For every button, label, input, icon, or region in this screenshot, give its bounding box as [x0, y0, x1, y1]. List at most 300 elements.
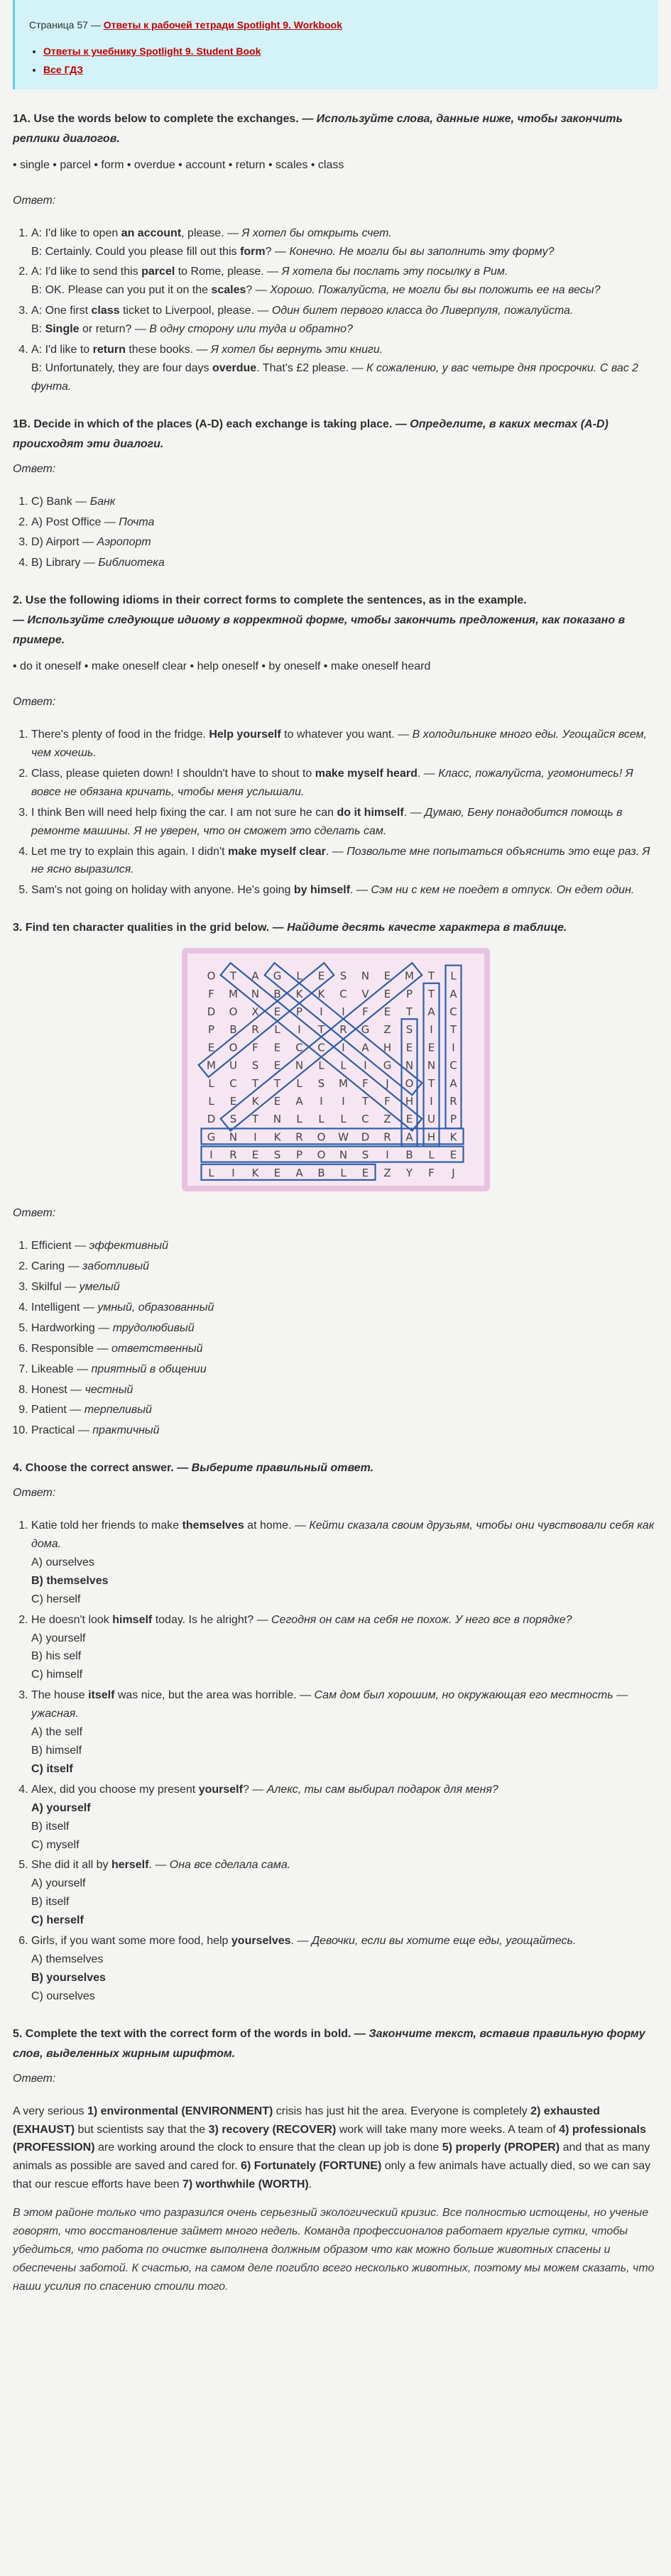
- grid-letter: U: [229, 1059, 237, 1072]
- grid-letter: E: [405, 1113, 413, 1126]
- grid-letter: E: [405, 1041, 413, 1054]
- answer-word: herself: [111, 1859, 149, 1872]
- sentence-text: . That's £2 please. —: [256, 361, 367, 374]
- grid-letter: O: [229, 1041, 237, 1054]
- sentence-text: at home. —: [244, 1519, 310, 1532]
- idiom-item: [31, 881, 658, 900]
- sentence-text: ticket to Liverpool, please. —: [119, 305, 272, 317]
- ex1b-title-en: 1B. Decide in which of the places (A-D) each exchange is taking place. —: [13, 417, 407, 430]
- ex1b-title-ru: Определите, в каких местах (A-D) происходят эти диалоги.: [13, 417, 609, 450]
- quality-ru: трудолюбивый: [112, 1321, 195, 1334]
- exchange-item: [31, 224, 658, 261]
- grid-letter: T: [427, 988, 435, 1001]
- grid-letter: I: [363, 1059, 367, 1072]
- translation: Думаю, Бену понадобится помощь в ремонте машины. Я не уверен, что он сможет это сделать сам.: [31, 806, 623, 837]
- grid-letter: F: [361, 1077, 369, 1091]
- grid-letter: D: [361, 1130, 369, 1144]
- place-en: B) Library —: [31, 557, 99, 569]
- option: B) itself: [31, 1896, 70, 1909]
- grid-letter: K: [251, 1167, 258, 1180]
- option: B) his self: [31, 1650, 82, 1663]
- answer-word: Single: [45, 323, 80, 336]
- grid-letter: H: [383, 1041, 391, 1054]
- filled-word: 6) Fortunately (FORTUNE): [241, 2160, 382, 2173]
- grid-letter: E: [273, 1167, 280, 1180]
- grid-letter: L: [273, 1023, 280, 1037]
- sentence-text: or return? —: [79, 323, 150, 336]
- sentence-text: He doesn't look: [31, 1613, 113, 1626]
- ex5-title-en: 5. Complete the text with the correct form of the words in bold. —: [13, 2027, 366, 2040]
- grid-letter: C: [361, 1113, 369, 1126]
- translation: В холодильнике много еды. Угощайся всем, чем хочешь.: [31, 728, 647, 759]
- ex3-answers: [13, 1237, 658, 1440]
- quality-item: [31, 1278, 658, 1297]
- ex2-title-en: 2. Use the following idioms in their correct forms to complete the sentences, as in the example.: [13, 594, 527, 607]
- sentence-text: ? —: [242, 1783, 267, 1796]
- correct-option: A) yourself: [31, 1801, 91, 1814]
- sentence-text: There's plenty of food in the fridge.: [31, 728, 209, 741]
- choice-item: [31, 1611, 658, 1685]
- sentence-text: was nice, but the area was horrible. —: [114, 1689, 315, 1702]
- grid-letter: P: [295, 1148, 302, 1162]
- grid-letter: E: [449, 1148, 457, 1162]
- grid-letter: T: [427, 1077, 435, 1091]
- sentence-text: She did it all by: [31, 1859, 111, 1872]
- grid-letter: E: [317, 969, 324, 983]
- sentence-text: to whatever you want. —: [280, 728, 413, 741]
- quality-item: [31, 1257, 658, 1276]
- sentence-text: Class, please quieten down! I shouldn't have to shout to: [31, 767, 315, 780]
- grid-letter: K: [251, 1095, 258, 1108]
- ex1a-title-ru: Используйте слова, данные ниже, чтобы закончить реплики диалогов.: [13, 112, 623, 145]
- grid-letter: F: [383, 1095, 391, 1108]
- sentence-text: . —: [350, 884, 371, 897]
- workbook-link[interactable]: Ответы к рабочей тетради Spotlight 9. Workbook: [103, 19, 342, 31]
- essay-text: work will take many more weeks. A team of: [336, 2123, 560, 2136]
- grid-letter: I: [429, 1095, 433, 1108]
- grid-letter: Z: [383, 1023, 391, 1037]
- grid-letter: Z: [383, 1113, 391, 1126]
- grid-letter: S: [405, 1023, 413, 1037]
- answer-word: overdue: [212, 361, 257, 374]
- answer-label: Ответ:: [13, 2072, 56, 2085]
- ex2-answers: [13, 726, 658, 900]
- grid-letter: O: [317, 1148, 325, 1162]
- grid-letter: K: [317, 988, 324, 1001]
- quality-en: Likeable —: [31, 1363, 92, 1375]
- question: [31, 1686, 658, 1723]
- place-en: D) Airport —: [31, 536, 97, 549]
- grid-letter: I: [429, 1023, 433, 1037]
- ex2-title: [13, 591, 658, 650]
- grid-letter: Z: [383, 1167, 391, 1180]
- quality-ru: терпеливый: [84, 1404, 152, 1417]
- grid-letter: T: [449, 1023, 457, 1037]
- idiom-item: [31, 804, 658, 841]
- sentence-text: Let me try to explain this again. I didn't: [31, 845, 228, 858]
- filled-word: 5) properly (PROPER): [442, 2141, 560, 2154]
- page-reference: [29, 16, 644, 35]
- answer-label: Ответ:: [13, 194, 56, 207]
- grid-letter: E: [383, 988, 391, 1001]
- essay-text: .: [308, 2178, 312, 2191]
- question: [31, 1932, 658, 1950]
- page-prefix: Страница 57 —: [29, 19, 104, 31]
- option: A) the self: [31, 1726, 83, 1739]
- grid-letter: I: [319, 1095, 323, 1108]
- exchange-item: [31, 302, 658, 339]
- grid-letter: L: [207, 1167, 214, 1180]
- correct-option: B) yourselves: [31, 1971, 106, 1984]
- grid-letter: F: [207, 988, 214, 1001]
- grid-letter: W: [337, 1130, 349, 1144]
- grid-letter: G: [361, 1023, 369, 1037]
- grid-letter: C: [229, 1077, 237, 1091]
- grid-letter: C: [449, 1005, 457, 1019]
- grid-letter: T: [317, 1023, 324, 1037]
- ex1a-title: [13, 109, 658, 149]
- grid-letter: N: [229, 1130, 237, 1144]
- essay-text: A very serious: [13, 2105, 87, 2117]
- grid-letter: E: [251, 1148, 258, 1162]
- sentence-text: ? —: [265, 245, 290, 258]
- quality-ru: честный: [84, 1383, 133, 1396]
- correct-option: B) themselves: [31, 1574, 109, 1587]
- grid-letter: F: [361, 1005, 369, 1019]
- answer-word: make myself clear: [227, 845, 326, 858]
- answer-word: return: [92, 344, 126, 356]
- grid-letter: T: [251, 1113, 258, 1126]
- sentence-text: . —: [325, 845, 347, 858]
- ex5-title: [13, 2024, 658, 2064]
- student-book-link[interactable]: Ответы к учебнику Spotlight 9. Student Book: [43, 45, 261, 57]
- grid-letter: J: [451, 1167, 455, 1180]
- sentence-text: ? —: [246, 284, 271, 297]
- grid-letter: B: [273, 988, 281, 1001]
- essay-text: but scientists say that the: [75, 2123, 209, 2136]
- related-link-item: [43, 60, 644, 80]
- sentence-text: . —: [148, 1859, 170, 1872]
- place-ru: Библиотека: [98, 557, 165, 569]
- grid-letter: M: [404, 969, 414, 983]
- ex1b-title: [13, 415, 658, 454]
- place-en: C) Bank —: [31, 495, 90, 508]
- grid-letter: I: [209, 1148, 213, 1162]
- answer-word: scales: [211, 284, 246, 297]
- option: B) himself: [31, 1745, 82, 1757]
- grid-letter: I: [253, 1130, 257, 1144]
- quality-ru: заботливый: [82, 1260, 150, 1273]
- translation: Девочки, если вы хотите еще еды, угощайтесь.: [311, 1935, 577, 1948]
- grid-letter: E: [273, 1059, 280, 1072]
- word-search-puzzle: [182, 948, 490, 1191]
- sentence-text: today. Is he alright? —: [152, 1613, 272, 1626]
- option: B) itself: [31, 1820, 70, 1833]
- quality-en: Practical —: [31, 1424, 93, 1437]
- highlight-likeable: [201, 1164, 375, 1180]
- grid-letter: L: [339, 1167, 347, 1180]
- grid-letter: N: [361, 969, 369, 983]
- grid-letter: F: [427, 1167, 435, 1180]
- grid-letter: I: [385, 1148, 389, 1162]
- essay-text: are working around the clock to ensure that the clean up job is done: [94, 2141, 442, 2154]
- idiom-item: [31, 843, 658, 880]
- grid-letter: I: [341, 1005, 345, 1019]
- answer-label: Ответ:: [13, 462, 56, 475]
- grid-letter: N: [339, 1148, 347, 1162]
- question: [31, 1517, 658, 1554]
- ex3-title-en: 3. Find ten character qualities in the grid below. —: [13, 922, 284, 934]
- word-search-wrap: [13, 948, 658, 1191]
- quality-ru: практичный: [92, 1424, 160, 1437]
- grid-letter: J: [385, 1077, 389, 1091]
- grid-letter: I: [451, 1041, 455, 1054]
- ex4-answers: [13, 1517, 658, 2006]
- grid-letter: X: [251, 1005, 259, 1019]
- highlight-responsible: [201, 1147, 463, 1162]
- grid-letter: I: [341, 1041, 345, 1054]
- grid-letter: Y: [405, 1167, 413, 1180]
- grid-letter: L: [207, 1077, 214, 1091]
- line-b: [31, 243, 658, 261]
- grid-letter: E: [229, 1095, 236, 1108]
- essay-text: only a few animals have actually died, so we can say that our rescue efforts have been: [13, 2160, 651, 2191]
- sentence-text: Alex, did you choose my present: [31, 1783, 199, 1796]
- sentence-text: to Rome, please. —: [175, 266, 282, 278]
- grid-letter: I: [341, 1095, 345, 1108]
- line-a: [31, 263, 658, 281]
- line-a: [31, 224, 658, 243]
- ex5-title-ru: Закончите текст, вставив правильную форму слов, выделенных жирным шрифтом.: [13, 2027, 645, 2060]
- grid-letter: I: [231, 1167, 235, 1180]
- question: [31, 1781, 658, 1799]
- choice-item: [31, 1686, 658, 1779]
- line-a: [31, 302, 658, 320]
- grid-letter: R: [229, 1148, 237, 1162]
- sentence-text: these books. —: [125, 344, 211, 356]
- sentence-text: B: Certainly. Could you please fill out this: [31, 245, 241, 258]
- translation: Я хотел бы вернуть эти книги.: [210, 344, 383, 356]
- quality-en: Skilful —: [31, 1280, 80, 1293]
- sentence-text: B: OK. Please can you put it on the: [31, 284, 212, 297]
- sentence-text: A: I'd like to open: [31, 227, 121, 239]
- correct-option: C) itself: [31, 1762, 73, 1775]
- grid-letter: A: [361, 1041, 369, 1054]
- grid-letter: A: [449, 988, 457, 1001]
- ex2-title-ru: — Используйте следующие идиому в корректной форме, чтобы закончить предложения, как показано в примере.: [13, 614, 626, 647]
- grid-letter: D: [207, 1005, 215, 1019]
- grid-letter: B: [317, 1167, 325, 1180]
- translation: Хорошо. Пожалуйста, не могли бы вы положить ее на весы?: [270, 284, 601, 297]
- grid-letter: P: [449, 1113, 457, 1126]
- grid-letter: L: [427, 1148, 435, 1162]
- grid-letter: G: [273, 969, 281, 983]
- grid-letter: H: [405, 1095, 413, 1108]
- ex4-title-ru: Выберите правильный ответ.: [191, 1462, 374, 1475]
- filled-word: 1) environmental (ENVIRONMENT): [87, 2105, 273, 2117]
- grid-letter: T: [229, 969, 236, 983]
- answer-label: Ответ:: [13, 1207, 56, 1220]
- answer-label: Ответ:: [13, 696, 56, 709]
- sentence-text: B: Unfortunately, they are four days: [31, 361, 212, 374]
- translation: Конечно. Не могли бы вы заполнить эту форму?: [289, 245, 555, 258]
- sentence-text: . —: [417, 767, 439, 780]
- grid-letter: A: [427, 1005, 435, 1019]
- grid-letter: R: [383, 1130, 391, 1144]
- ex4-title: [13, 1458, 658, 1478]
- translation: Она все сделала сама.: [169, 1859, 291, 1872]
- choice-item: [31, 1781, 658, 1855]
- answer-word: form: [240, 245, 266, 258]
- grid-letter: N: [295, 1059, 303, 1072]
- line-a: [31, 341, 658, 359]
- place-item: [31, 513, 658, 532]
- sentence-text: Girls, if you want some more food, help: [31, 1935, 231, 1948]
- translation: Сам дом был хорошим, но окружающая его местность — ужасная.: [31, 1689, 628, 1720]
- answer-word: himself: [112, 1613, 153, 1626]
- choice-item: [31, 1517, 658, 1609]
- grid-letter: T: [427, 969, 435, 983]
- grid-letter: O: [229, 1005, 237, 1019]
- grid-letter: S: [273, 1148, 280, 1162]
- ex1b-answers: [13, 493, 658, 573]
- answer-word: Help yourself: [209, 728, 281, 741]
- option: A) yourself: [31, 1632, 86, 1644]
- quality-item: [31, 1401, 658, 1419]
- grid-letter: A: [295, 1095, 303, 1108]
- choice-item: [31, 1932, 658, 2006]
- grid-letter: C: [295, 1041, 303, 1054]
- grid-letter: C: [317, 1041, 325, 1054]
- grid-letter: E: [427, 1041, 435, 1054]
- grid-letter: P: [207, 1023, 214, 1037]
- grid-letter: S: [229, 1113, 236, 1126]
- grid-letter: L: [339, 1113, 347, 1126]
- grid-letter: T: [273, 1077, 280, 1091]
- grid-letter: G: [383, 1059, 391, 1072]
- grid-letter: L: [449, 969, 457, 983]
- quality-item: [31, 1319, 658, 1338]
- grid-letter: C: [339, 988, 347, 1001]
- grid-letter: T: [251, 1077, 258, 1091]
- all-gdz-link[interactable]: Все ГДЗ: [43, 64, 84, 76]
- related-links: [29, 42, 644, 80]
- sentence-text: The house: [31, 1689, 89, 1702]
- grid-letter: M: [228, 988, 238, 1001]
- line-b: [31, 320, 658, 339]
- answer-word: an account: [121, 227, 182, 239]
- grid-letter: P: [405, 988, 413, 1001]
- grid-letter: H: [427, 1130, 435, 1144]
- translation: Алекс, ты сам выбирал подарок для меня?: [266, 1783, 498, 1796]
- grid-letter: K: [295, 988, 302, 1001]
- grid-letter: S: [339, 969, 347, 983]
- option: A) ourselves: [31, 1556, 94, 1568]
- answer-word: parcel: [141, 266, 175, 278]
- grid-letter: A: [449, 1077, 457, 1091]
- grid-letter: R: [449, 1095, 457, 1108]
- grid-letter: B: [229, 1023, 237, 1037]
- filled-word: 4) professionals (PROFESSION): [13, 2123, 646, 2154]
- quality-ru: умный, образованный: [97, 1301, 214, 1314]
- grid-letter: A: [295, 1167, 303, 1180]
- grid-letter: O: [207, 969, 215, 983]
- ex2-idiom-bank: • do it oneself • make oneself clear • help oneself • by oneself • make oneself heard: [13, 660, 431, 673]
- place-ru: Почта: [119, 515, 155, 528]
- grid-letter: L: [207, 1095, 214, 1108]
- grid-letter: D: [207, 1113, 215, 1126]
- translation: Позвольте мне попытаться объяснить это еще раз. Я не ясно выразился.: [31, 845, 650, 876]
- place-item: [31, 493, 658, 511]
- ex3-title-ru: Найдите десять качесте характера в таблице.: [287, 922, 567, 934]
- grid-letter: L: [295, 969, 302, 983]
- sentence-text: A: I'd like to: [31, 344, 93, 356]
- filled-word: 7) worthwhile (WORTH): [182, 2178, 309, 2191]
- translation: Один билет первого класса до Ливерпуля, пожалуйста.: [271, 305, 574, 317]
- sentence-text: . —: [290, 1935, 312, 1948]
- question: [31, 1611, 658, 1630]
- grid-letter: B: [405, 1148, 413, 1162]
- quality-en: Hardworking —: [31, 1321, 113, 1334]
- answer-word: yourselves: [231, 1935, 291, 1948]
- ex3-title: [13, 918, 658, 938]
- option: C) himself: [31, 1669, 83, 1681]
- translation: Сегодня он сам на себя не похож. У него все в порядке?: [271, 1613, 572, 1626]
- grid-letter: T: [405, 1005, 413, 1019]
- grid-letter: A: [405, 1130, 413, 1144]
- ex4-title-en: 4. Choose the correct answer. —: [13, 1462, 189, 1475]
- answer-word: itself: [88, 1689, 115, 1702]
- quality-ru: приятный в общении: [91, 1363, 207, 1375]
- answer-label: Ответ:: [13, 1487, 56, 1500]
- essay-text: crisis has just hit the area. Everyone is completely: [273, 2105, 531, 2117]
- quality-ru: умелый: [79, 1280, 120, 1293]
- grid-letter: K: [449, 1130, 457, 1144]
- sentence-text: A: I'd like to send this: [31, 266, 142, 278]
- ex5-essay-translation: В этом районе только что разразился очень серьезный экологический кризис. Все полностью истощены, но ученые говорят, что восстановление займет много недель. Команда профессионалов работает круглые сутки, чтобы убедиться, что работа по очистке выполнена должным образом что как можно больше животных спасены и обеспечены заботой. К счастью, на самом деле погибло всего несколько животных, поэтому мы можем сказать, что наши усилия по спасению стоили того.: [13, 2207, 655, 2293]
- grid-letter: M: [206, 1059, 216, 1072]
- option: A) themselves: [31, 1953, 104, 1965]
- grid-letter: E: [273, 1095, 280, 1108]
- quality-item: [31, 1237, 658, 1255]
- option: C) myself: [31, 1838, 80, 1851]
- grid-letter: S: [251, 1059, 258, 1072]
- grid-letter: K: [273, 1130, 280, 1144]
- grid-letter: N: [251, 988, 259, 1001]
- sentence-text: Sam's not going on holiday with anyone. He's going: [31, 884, 294, 897]
- navigation-box: [13, 0, 658, 89]
- translation: Я хотел бы открыть счет.: [241, 227, 392, 239]
- place-en: A) Post Office —: [31, 515, 119, 528]
- sentence-text: A: One first: [31, 305, 92, 317]
- line-b: [31, 359, 658, 396]
- grid-letter: L: [295, 1077, 302, 1091]
- idiom-item: [31, 765, 658, 802]
- translation: Кейти сказала своим друзьям, чтобы они чувствовали себя как дома.: [31, 1519, 655, 1551]
- grid-letter: R: [251, 1023, 259, 1037]
- ex5-essay: [13, 2102, 658, 2195]
- grid-letter: C: [449, 1059, 457, 1072]
- word-search-grid: [187, 954, 484, 1186]
- answer-word: by himself: [293, 884, 351, 897]
- quality-item: [31, 1360, 658, 1379]
- sentence-text: B:: [31, 323, 45, 336]
- ex1a-answers: [13, 224, 658, 396]
- exchange-item: [31, 263, 658, 300]
- grid-letter: E: [207, 1041, 214, 1054]
- sentence-text: Katie told her friends to make: [31, 1519, 182, 1532]
- option: A) yourself: [31, 1877, 86, 1890]
